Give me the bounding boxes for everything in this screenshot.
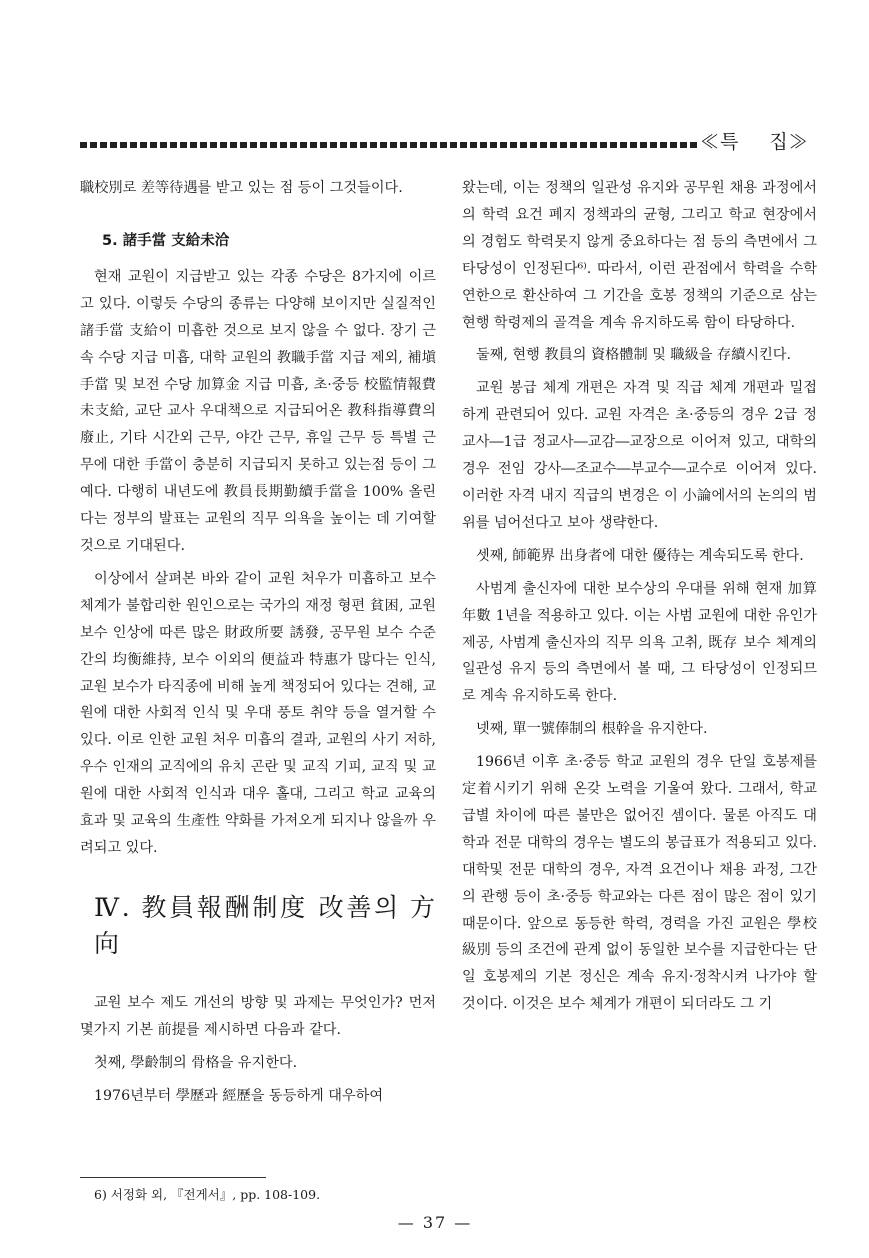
paragraph: 교원 보수 제도 개선의 방향 및 과제는 무엇인가? 먼저 몇가지 기본 前提를 제시하면 다음과 같다. — [80, 994, 436, 1038]
page-number: — 37 — — [397, 1213, 473, 1232]
footnote: 6) 서정화 외, 『전게서』, pp. 108-109. — [94, 1187, 321, 1202]
section-tag — [700, 129, 812, 155]
paragraph: 사범계 출신자에 대한 보수상의 우대를 위해 현재 加算年數 1년을 적용하고 있다. 이는 사범 교원에 대한 유인가 제공, 사범계 출신자의 직무 의욕 고취, 既存 보수 체계의 일관성 유지 등의 측면에서 볼 때, 그 타당성이 인정되므로 계속 유지하도록 한다. — [462, 580, 817, 705]
header-rule — [80, 142, 698, 148]
section-tag-open: ≪특 — [700, 131, 740, 153]
right-column — [462, 175, 817, 1024]
left-column — [80, 175, 436, 1115]
paragraph: 넷째, 單一號俸制의 根幹을 유지한다. — [476, 721, 708, 738]
section-heading: 5. 諸手當 支給未洽 — [102, 232, 230, 249]
section-tag-close: 집≫ — [769, 131, 809, 153]
paragraph: 둘째, 현행 教員의 資格體制 및 職級을 存續시킨다. — [476, 347, 792, 364]
paragraph: 셋째, 師範界 出身者에 대한 優待는 계속되도록 한다. — [476, 547, 804, 564]
chapter-heading: Ⅳ. 教員報酬制度 改善의 方向 — [94, 892, 436, 958]
paragraph: 1966년 이후 초·중등 학교 교원의 경우 단일 호봉제를 定着시키기 위해 온갖 노력을 기울여 왔다. 그래서, 학교급별 차이에 따른 불만은 없어진 셈이다. 물론 아직도 대학과 전문 대학의 경우는 별도의 봉급표가 적용되고 있다. 대학및 전문 대학의 경우, 자격 요건이나 채용 과정, 그간의 관행 등이 초·중등 학교와는 다른 점이 많은 점이 있기 때문이다. 앞으로 동등한 학력, 경력을 가진 교원은 學校級別 등의 조건에 관계 없이 동일한 보수를 지급한다는 단일 호봉제의 기본 정신은 계속 유지·정착시켜 나가야 할 것이다. 이것은 보수 체계가 개편이 되더라도 그 기 — [462, 754, 817, 1013]
paragraph: 첫째, 學齡制의 骨格을 유지한다. — [94, 1054, 298, 1071]
paragraph: 이상에서 살펴본 바와 같이 교원 처우가 미흡하고 보수 체계가 불합리한 원인으로는 국가의 재정 형편 貧困, 교원 보수 인상에 따른 많은 財政所要 誘發, 공무원 보수 수준간의 均衡維持, 보수 이외의 便益과 特惠가 많다는 인식, 교원 보수가 타직종에 비해 높게 책정되어 있다는 견해, 교원에 대한 사회적 인식 및 우대 풍토 취약 등을 열거할 수 있다. 이로 인한 교원 처우 미흡의 결과, 교원의 사기 저하, 우수 인재의 교직에의 유치 곤란 및 교직 기피, 교직 및 교원에 대한 사회적 인식과 대우 홀대, 그리고 학교 교육의 효과 및 교육의 生產性 약화를 가져오게 되지나 않을까 우려되고 있다. — [80, 570, 436, 856]
paragraph: 현재 교원이 지급받고 있는 각종 수당은 8가지에 이르고 있다. 이렇듯 수당의 종류는 다양해 보이지만 실질적인 諸手當 支給이 미흡한 것으로 보지 않을 수 없다. 장기 근속 수당 지급 미흡, 대학 교원의 教職手當 지급 제외, 補塡手當 및 보전 수당 加算金 지급 미흡, 초·중등 校監情報費 未支給, 교단 교사 우대책으로 지급되어온 教科指導費의 廢止, 기타 시간외 근무, 야간 근무, 휴일 근무 등 특별 근무에 대한 手當이 충분히 지급되지 못하고 있는점 등이 그 예다. 다행히 내년도에 教員長期勤續手當을 100% 올린다는 정부의 발표는 교원의 직무 의욕을 높이는 데 기여할 것으로 기대된다. — [80, 268, 436, 554]
paragraph: 職校別로 差等待遇를 받고 있는 점 등이 그것들이다. — [80, 180, 403, 196]
paragraph: 왔는데, 이는 정책의 일관성 유지와 공무원 채용 과정에서의 학력 요건 폐지 정책과의 균형, 그리고 학교 현장에서의 경험도 학력못지 않게 중요하다는 점 등의 측면에서 그 타당성이 인정된다⁶⁾. 따라서, 이런 관점에서 학력을 수학 연한으로 환산하여 그 기간을 호봉 정책의 기준으로 삼는 현행 학령제의 골격을 계속 유지하도록 함이 타당하다. — [462, 180, 817, 331]
paragraph: 1976년부터 學歷과 經歷을 동등하게 대우하여 — [94, 1087, 384, 1104]
paragraph: 교원 봉급 체계 개편은 자격 및 직급 체계 개편과 밀접하게 관련되어 있다. 교원 자격은 초·중등의 경우 2급 정교사―1급 정교사―교감―교장으로 이어져 있고, 대학의 경우 전임 강사―조교수―부교수―교수로 이어져 있다. 이러한 자격 내지 직급의 변경은 이 小論에서의 논의의 범위를 넘어선다고 보아 생략한다. — [462, 380, 817, 531]
footnote-rule — [80, 1177, 266, 1178]
